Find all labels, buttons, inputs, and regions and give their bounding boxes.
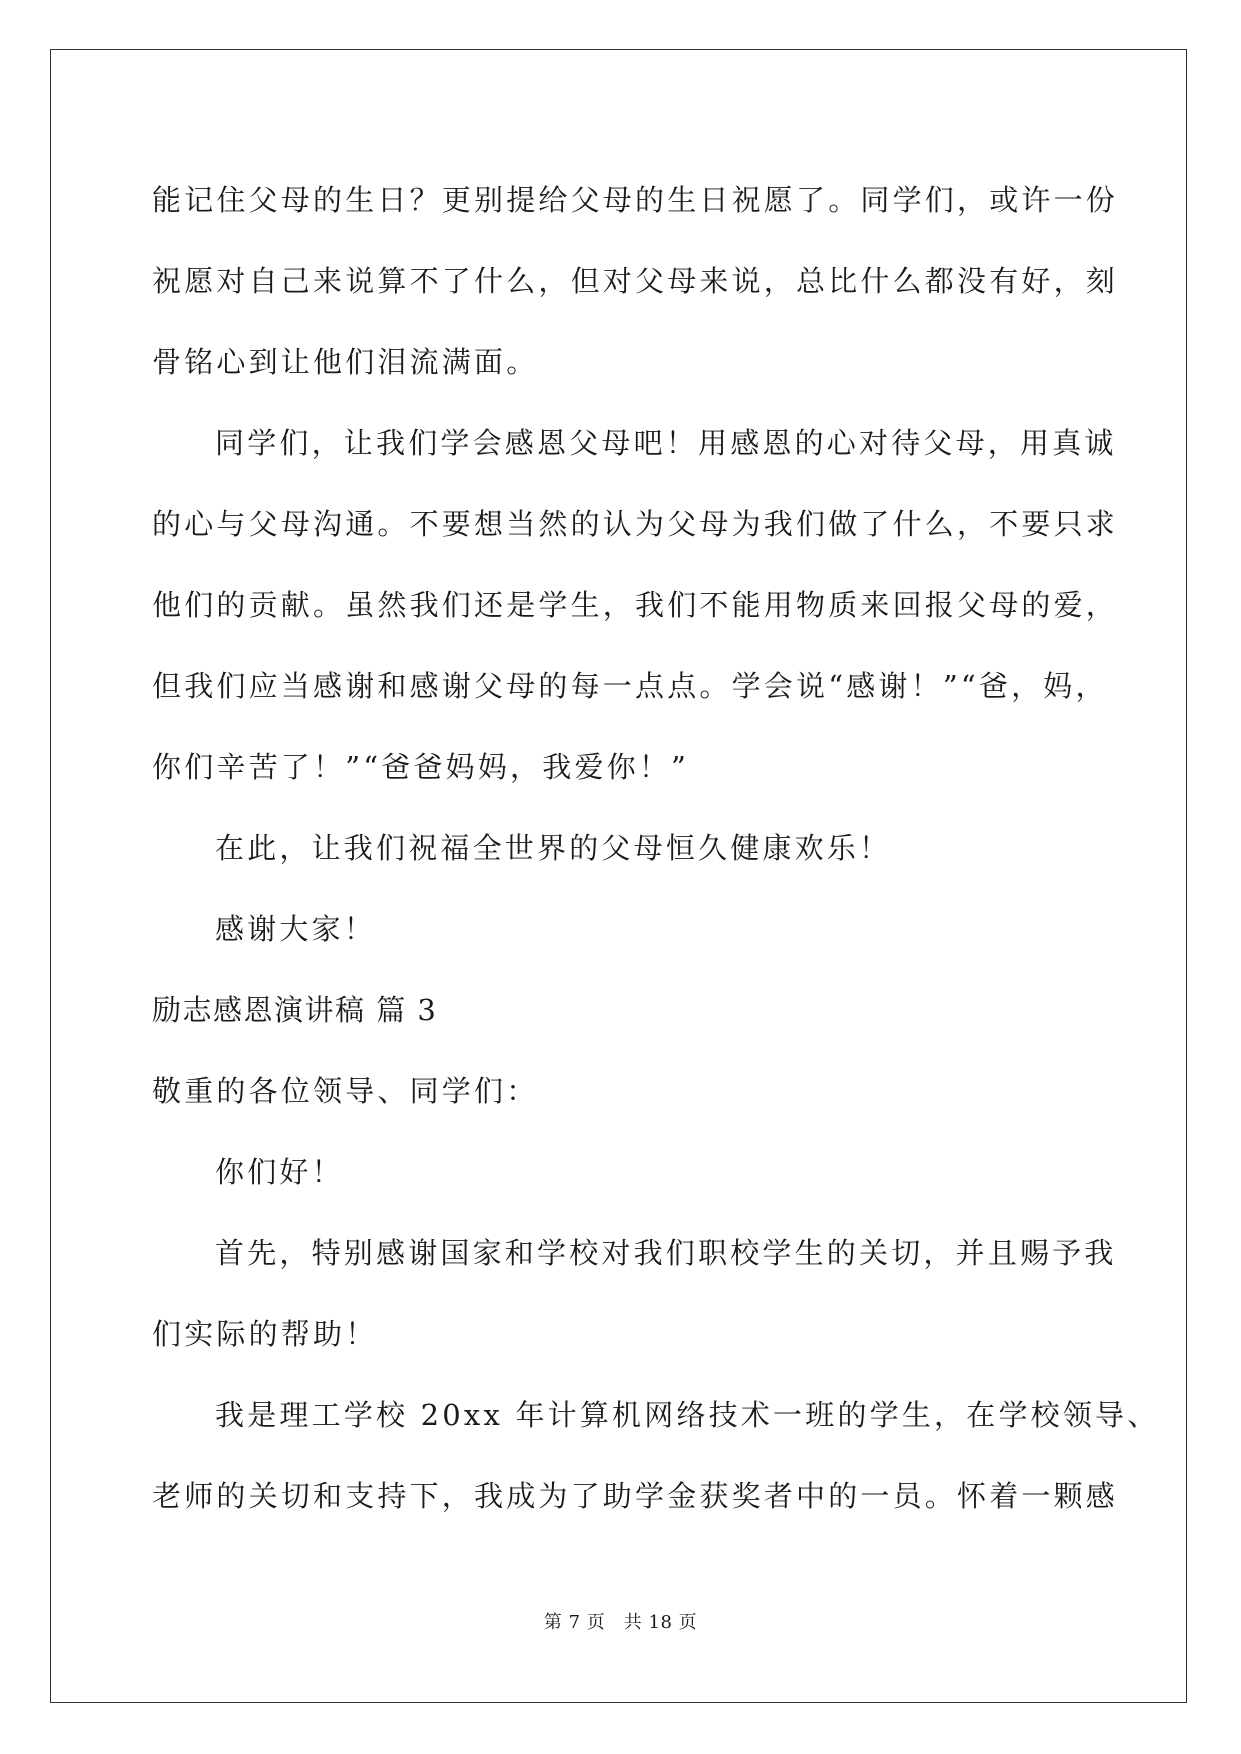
paragraph-line: 骨铭心到让他们泪流满面。 xyxy=(152,345,539,379)
paragraph-line: 感谢大家！ xyxy=(215,912,377,946)
paragraph-line: 的心与父母沟通。不要想当然的认为父母为我们做了什么，不要只求 xyxy=(152,507,1119,541)
paragraph-line: 老师的关切和支持下，我成为了助学金获奖者中的一员。怀着一颗感 xyxy=(152,1479,1119,1513)
section-heading: 励志感恩演讲稿 篇 3 xyxy=(152,993,438,1027)
document-body xyxy=(152,160,1160,1537)
paragraph-line: 在此，让我们祝福全世界的父母恒久健康欢乐！ xyxy=(215,831,892,865)
paragraph-line: 他们的贡献。虽然我们还是学生，我们不能用物质来回报父母的爱， xyxy=(152,588,1119,622)
paragraph-line: 祝愿对自己来说算不了什么，但对父母来说，总比什么都没有好，刻 xyxy=(152,264,1119,298)
paragraph-line: 们实际的帮助！ xyxy=(152,1317,378,1351)
salutation: 敬重的各位领导、同学们： xyxy=(152,1074,539,1108)
paragraph-line: 同学们，让我们学会感恩父母吧！用感恩的心对待父母，用真诚 xyxy=(215,426,1117,460)
greeting: 你们好！ xyxy=(215,1155,344,1189)
paragraph-line: 首先，特别感谢国家和学校对我们职校学生的关切，并且赐予我 xyxy=(215,1236,1117,1270)
paragraph-line: 能记住父母的生日？更别提给父母的生日祝愿了。同学们，或许一份 xyxy=(152,183,1119,217)
paragraph-line: 我是理工学校 20xx 年计算机网络技术一班的学生，在学校领导、 xyxy=(215,1398,1160,1432)
page-footer: 第 7 页 共 18 页 xyxy=(543,1612,698,1633)
paragraph-line: 但我们应当感谢和感谢父母的每一点点。学会说“感谢！”“爸，妈， xyxy=(152,669,1108,703)
paragraph-line: 你们辛苦了！”“爸爸妈妈，我爱你！” xyxy=(152,750,690,784)
